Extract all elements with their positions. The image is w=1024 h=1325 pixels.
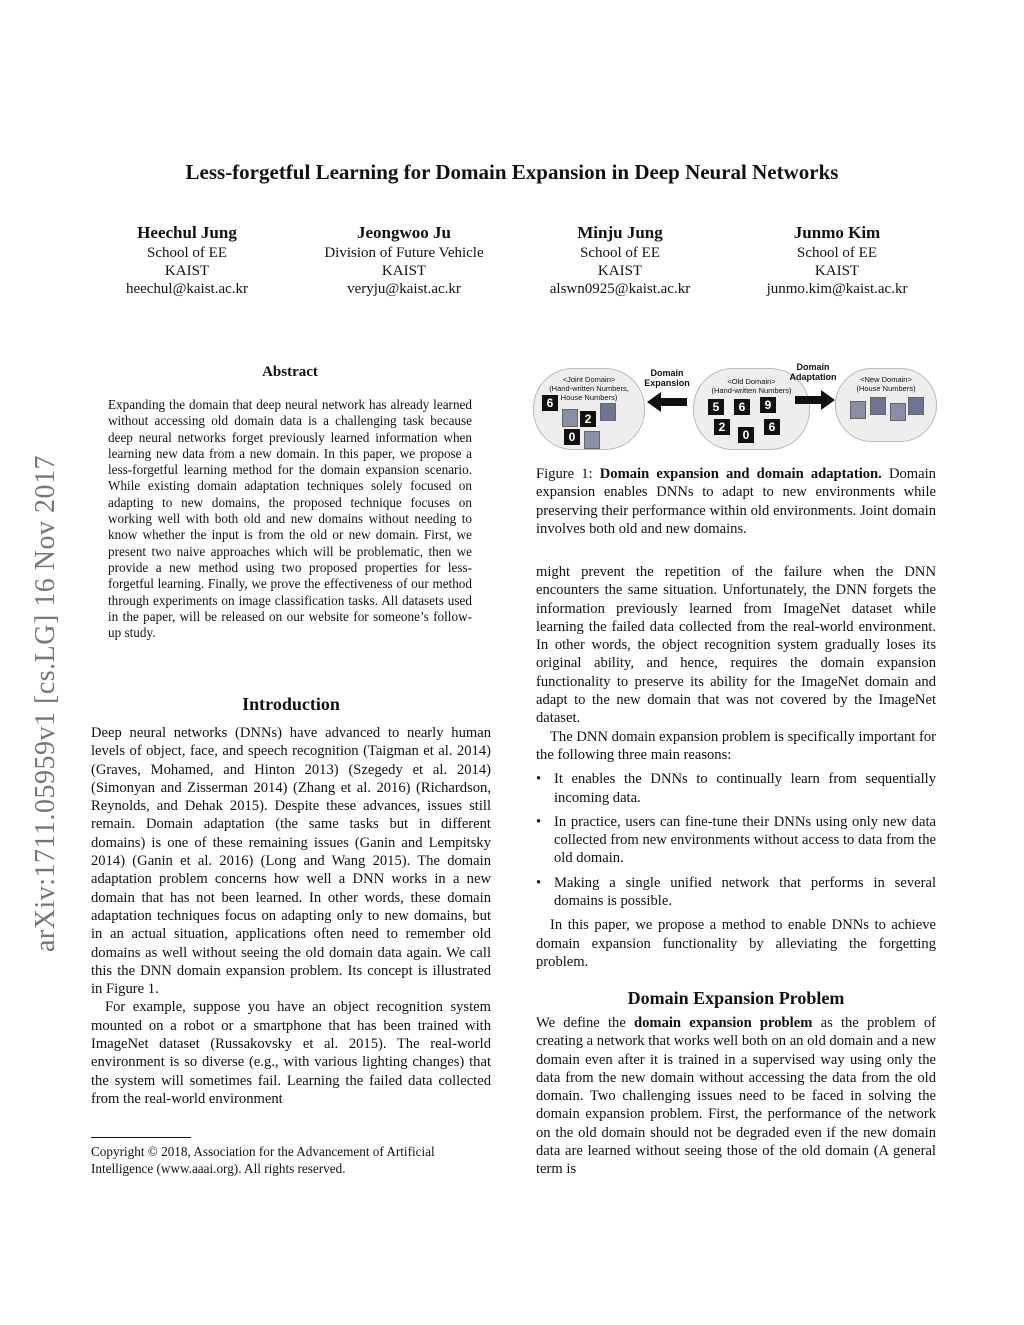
digit-image: 2 <box>714 419 730 435</box>
paragraph <box>536 1014 936 1179</box>
footnote-rule <box>91 1137 191 1138</box>
list-item-text: It enables the DNNs to continually learn from sequentially incoming data. <box>554 771 936 806</box>
arrow-right-icon <box>795 390 835 410</box>
domain-expansion-label: Domain Expansion <box>644 368 690 388</box>
abstract-heading: Abstract <box>262 364 318 380</box>
dep-bold: domain expansion problem <box>634 1015 813 1031</box>
joint-domain-cloud <box>533 368 645 450</box>
author-email: veryju@kaist.ac.kr <box>347 281 461 297</box>
dep-pre: We define the <box>536 1015 635 1031</box>
house-number-image <box>584 431 600 449</box>
author-institution: KAIST <box>381 263 427 279</box>
digit-image: 6 <box>734 399 750 415</box>
arrow-left-icon <box>647 392 687 412</box>
new-domain-label: <New Domain> (House Numbers) <box>856 375 916 393</box>
paragraph: Deep neural networks (DNNs) have advanced to nearly human levels of object, face, and speech recognition (Taigman et al. 2014) (Graves, Mohamed, and Hinton 2013) (Szegedy et al. 2014) (Simonyan and Zisserman 2014) (Zhang et al. 2016) (Richardson, Reynolds, and Dehak 2015). Despite these advances, issues still remain. Domain adaptation (the same tasks but in different domains) is one of these remaining issues (Ganin and Lempitsky 2014) (Ganin et al. 2016) (Long and Wang 2015). The domain adaptation problem concerns how well a DNN works in a new domain that has not been learned. In other words, these domain adaptation techniques focus on adapting only to new domains, but in an actual situation, applications often need to remember old domains as well without seeing the old domain data again. We call this the DNN domain expansion problem. Its concept is illustrated in Figure 1. <box>91 725 491 998</box>
caption-prefix: Figure 1: <box>536 466 600 482</box>
digit-image: 2 <box>580 411 596 427</box>
list-item: • Making a single unified network that performs in several domains is possible. <box>536 874 936 910</box>
domain-adaptation-label: Domain Adaptation <box>789 362 837 382</box>
house-number-image <box>600 403 616 421</box>
author-name: Minju Jung <box>577 223 663 242</box>
author-name: Junmo Kim <box>793 223 881 242</box>
digit-image: 5 <box>708 399 724 415</box>
paragraph: In this paper, we propose a method to enable DNNs to achieve domain expansion functionality by alleviating the forgetting problem. <box>536 917 936 970</box>
paper-title: Less-forgetful Learning for Domain Expansion in Deep Neural Networks <box>185 160 839 184</box>
old-domain-label: <Old Domain> (Hand-written Numbers) <box>711 377 792 395</box>
list-item-text: In practice, users can fine-tune their DNNs using only new data collected from new environments without access to data from the old domain. <box>554 813 936 867</box>
dep-post: as the problem of creating a network that works well both on an old domain and a new domain even after it is trained in a supervised way using only the data from the new domain without accessing the data from the old domain. Two challenging issues need to be faced in solving the domain expansion problem. First, the performance of the network on the old domain should not be degraded even if the new domain data are learned without seeing those of the old domain (A general term is <box>536 1015 937 1178</box>
figure-1 <box>533 360 937 450</box>
paragraph: For example, suppose you have an object recognition system mounted on a robot or a smartphone that has been trained with ImageNet dataset (Russakovsky et al. 2015). The real-world environment is so diverse (e.g., with various lighting changes) that the system will sometimes fail. Learning the failed data collected from the real-world environment <box>91 999 491 1107</box>
right-column-body <box>536 563 936 971</box>
author-1 <box>72 222 302 298</box>
introduction-body <box>91 724 491 1108</box>
arxiv-stamp: arXiv:1711.05959v1 [cs.LG] 16 Nov 2017 <box>30 454 61 952</box>
abstract-text: Expanding the domain that deep neural network has already learned without accessing old domain data is a challenging task because deep neural networks forget previously learned information when learning new data from a new domain. In this paper, we propose a less-forgetful learning method for the domain expansion scenario. While existing domain adaptation techniques solely focused on adapting to new domains, the proposed technique focuses on working well with both old and new domains without needing to know whether the input is from the old or new domain. First, we present two naive approaches which will be problematic, then we provide a new method using two proposed properties for less-forgetful learning. Finally, we prove the effectiveness of our method through experiments on image classification tasks. All datasets used in the paper, will be released on our website for someone’s follow-up study. <box>108 397 472 641</box>
author-affiliation: Division of Future Vehicle <box>324 245 484 261</box>
caption-bold: Domain expansion and domain adaptation. <box>599 466 882 482</box>
list-item: • In practice, users can fine-tune their DNNs using only new data collected from new environments without access to data from the old domain. <box>536 813 936 867</box>
digit-image: 6 <box>542 395 558 411</box>
paragraph: The DNN domain expansion problem is specifically important for the following three main reasons: <box>536 728 936 763</box>
house-number-image <box>908 397 924 415</box>
author-4 <box>722 222 952 298</box>
joint-domain-label: <Joint Domain> (Hand-written Numbers, House Numbers) <box>549 375 629 402</box>
author-email: junmo.kim@kaist.ac.kr <box>766 281 908 297</box>
author-name: Jeongwoo Ju <box>357 223 451 242</box>
list-item-text: Making a single unified network that performs in several domains is possible. <box>554 874 936 910</box>
house-number-image <box>562 409 578 427</box>
author-institution: KAIST <box>597 263 643 279</box>
figure-1-caption <box>536 465 936 538</box>
house-number-image <box>850 401 866 419</box>
author-institution: KAIST <box>164 263 210 279</box>
list-item: • It enables the DNNs to continually learn from sequentially incoming data. <box>536 771 936 806</box>
author-institution: KAIST <box>814 263 860 279</box>
house-number-image <box>890 403 906 421</box>
domain-expansion-problem-heading: Domain Expansion Problem <box>627 988 845 1008</box>
author-email: alswn0925@kaist.ac.kr <box>549 281 691 297</box>
copyright-footnote: Copyright © 2018, Association for the Advancement of Artificial Intelligence (www.aaai.org). All rights reserved. <box>91 1144 435 1176</box>
digit-image: 0 <box>564 429 580 445</box>
author-affiliation: School of EE <box>147 245 227 261</box>
author-email: heechul@kaist.ac.kr <box>125 281 249 297</box>
author-name: Heechul Jung <box>137 223 237 242</box>
domain-expansion-problem-body <box>536 1014 936 1179</box>
author-affiliation: School of EE <box>580 245 660 261</box>
caption-rest: Domain expansion enables DNNs to adapt to new environments while preserving their performance within old environments. Joint domain involves both old and new domains. <box>536 466 936 537</box>
introduction-heading: Introduction <box>242 694 340 714</box>
author-affiliation: School of EE <box>797 245 877 261</box>
paragraph: might prevent the repetition of the failure when the DNN encounters the same situation. Unfortunately, the DNN forgets the information previously learned from ImageNet dataset while learning the failed data collected from the real-world environment. In other words, the object recognition system gradually loses its original ability, and hence, requires the domain expansion functionality to preserve its ability for the ImageNet domain and adapt to the new domain that was not covered by the ImageNet dataset. <box>536 564 936 727</box>
digit-image: 9 <box>760 397 776 413</box>
author-3 <box>505 222 735 298</box>
digit-image: 6 <box>764 419 780 435</box>
house-number-image <box>870 397 886 415</box>
new-domain-cloud <box>835 368 937 442</box>
digit-image: 0 <box>738 427 754 443</box>
author-2 <box>289 222 519 298</box>
